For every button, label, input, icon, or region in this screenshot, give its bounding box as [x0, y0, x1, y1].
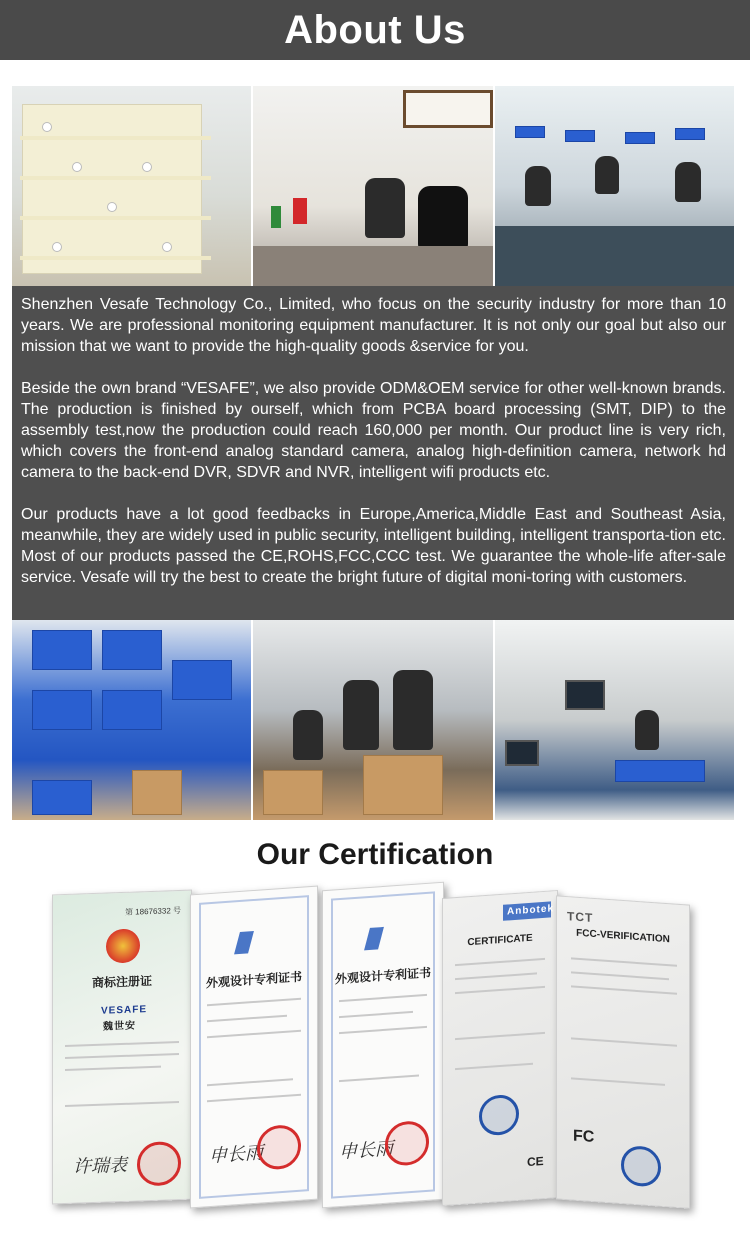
calligraphy-scroll: [403, 90, 492, 128]
intro-paragraph-3: Our products have a lot good feedbacks in Europe,America,Middle East and Southeast Asia, meanwhile, they are widely used in public security, intelligent building, intelligent transporta-tion etc. Most of our products passed the CE,ROHS,FCC,CCC test. We guarantee the whole-life after-sale service. Vesafe will try the best to create the bright future of digital moni-toring with customers.: [21, 506, 726, 586]
text-line: [571, 985, 677, 994]
ce-mark-icon: CE: [527, 1153, 544, 1170]
photo-showroom: [12, 86, 251, 286]
camera-product: [107, 202, 117, 212]
camera-product: [52, 242, 62, 252]
storage-bin: [102, 630, 162, 670]
certification-title: Our Certification: [256, 838, 494, 871]
brand-logo: VESAFE: [101, 1004, 148, 1017]
photo-testing-lab: [495, 620, 734, 820]
storage-bin: [102, 690, 162, 730]
camera-product: [142, 162, 152, 172]
cert-heading: FCC-VERIFICATION: [576, 927, 670, 946]
storage-bin: [172, 660, 232, 700]
photo-warehouse: [12, 620, 251, 820]
storage-bin: [32, 630, 92, 670]
intro-paragraph-1: Shenzhen Vesafe Technology Co., Limited, who focus on the security industry for more than 10 years. We are professional monitoring equipment manufacturer. It is not only our goal but also our mission that we want to provide the high-quality goods &service for you.: [21, 296, 726, 355]
fcc-mark-icon: FC: [573, 1127, 595, 1146]
text-line: [455, 972, 537, 980]
camera-product: [42, 122, 52, 132]
anbotek-logo: Anbotek: [507, 903, 554, 918]
cert-heading: 商标注册证: [91, 973, 152, 991]
cert-number: 第 18676332 号: [124, 905, 181, 917]
shelf-line: [20, 256, 211, 260]
text-line: [65, 1041, 179, 1047]
worker: [525, 166, 551, 206]
shelf-line: [20, 136, 211, 140]
monitor: [505, 740, 539, 766]
photo-assembly: [253, 620, 492, 820]
text-line: [455, 1032, 545, 1040]
text-line: [571, 971, 669, 980]
brand-logo-cn: 魏世安: [103, 1020, 136, 1033]
certificate-gallery: [40, 880, 720, 1220]
desk: [253, 246, 492, 286]
text-line: [571, 1077, 665, 1086]
carton: [263, 770, 323, 815]
signature: 许瑞表: [73, 1154, 127, 1178]
text-line: [65, 1053, 179, 1059]
carton: [363, 755, 443, 815]
seal-icon: [621, 1145, 661, 1188]
text-line: [65, 1066, 161, 1071]
parts-bin: [515, 126, 545, 138]
page-title: About Us: [284, 7, 466, 52]
bottom-photo-row: [12, 620, 734, 820]
design-patent-certificate-1: [190, 886, 318, 1209]
ce-certificate: [442, 890, 558, 1206]
carton: [132, 770, 182, 815]
worker: [675, 162, 701, 202]
parts-bin: [675, 128, 705, 140]
intro-panel: [12, 286, 734, 620]
text-line: [455, 986, 545, 994]
camera-product: [162, 242, 172, 252]
signature: 申长雨: [339, 1138, 393, 1164]
flag: [293, 198, 307, 224]
cert-heading: 外观设计专利证书: [334, 965, 431, 987]
workbench: [495, 226, 734, 286]
text-line: [455, 1063, 533, 1070]
national-emblem-icon: [106, 928, 140, 963]
trademark-certificate: [52, 890, 192, 1205]
shelf-line: [20, 216, 211, 220]
text-line: [455, 958, 545, 966]
flag: [271, 206, 281, 228]
fcc-certificate: [556, 895, 690, 1208]
text-line: [571, 957, 677, 966]
worker: [293, 710, 323, 760]
parts-bin: [625, 132, 655, 144]
photo-factory-line: [495, 86, 734, 286]
header-bar: [0, 0, 750, 60]
worker: [343, 680, 379, 750]
text-line: [571, 1037, 677, 1046]
shelf-line: [20, 176, 211, 180]
design-patent-certificate-2: [322, 882, 444, 1209]
worker: [635, 710, 659, 750]
monitor: [565, 680, 605, 710]
signature: 申长雨: [209, 1142, 263, 1168]
tct-logo: TCT: [567, 909, 594, 925]
parts-bin: [565, 130, 595, 142]
top-photo-row: [12, 86, 734, 286]
cert-heading: 外观设计专利证书: [205, 969, 302, 991]
intro-paragraph-2: Beside the own brand “VESAFE”, we also provide ODM&OEM service for other well-known brands. The production is finished by ourself, which from PCBA board processing (SMT, DIP) to the assembly test,now the production could reach 160,000 per month. Our product line is very rich, which covers the front-end analog standard camera, analog high-definition camera, network hd camera to the back-end DVR, SDVR and NVR, intelligent wifi products etc.: [21, 380, 726, 481]
worker: [595, 156, 619, 194]
worker: [393, 670, 433, 750]
seal-icon: [479, 1094, 519, 1137]
storage-bin: [32, 690, 92, 730]
person: [365, 178, 405, 238]
storage-bin: [32, 780, 92, 815]
text-line: [65, 1101, 179, 1107]
test-station: [615, 760, 705, 782]
seal-icon: [137, 1141, 181, 1187]
cert-heading: CERTIFICATE: [467, 932, 533, 949]
camera-product: [72, 162, 82, 172]
photo-office: [253, 86, 492, 286]
